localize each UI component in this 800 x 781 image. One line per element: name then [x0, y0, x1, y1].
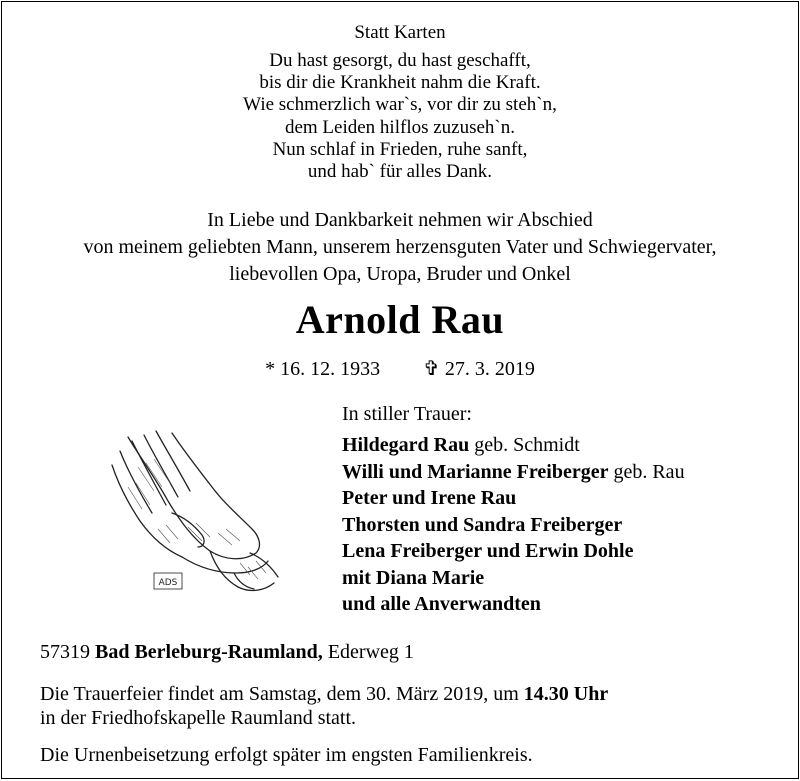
poem-line: Wie schmerzlich war`s, vor dir zu steh`n, — [243, 94, 557, 116]
mourner-row — [342, 591, 685, 618]
poem-line: Du hast gesorgt, du hast geschafft, — [269, 50, 531, 71]
mourner-row — [342, 512, 685, 539]
mourner-name: mit Diana Marie — [342, 566, 485, 589]
poem-line: Nun schlaf in Frieden, ruhe sanft, — [272, 138, 528, 160]
mourner-row — [342, 538, 685, 565]
urn-note: Die Urnenbeisetzung erfolgt später im engsten Familienkreis. — [40, 744, 533, 766]
intro-line: liebevollen Opa, Uropa, Bruder und Onkel — [229, 263, 571, 285]
header-text: Statt Karten — [354, 22, 446, 43]
mourners-lead: In stiller Trauer: — [342, 403, 472, 425]
service-line — [40, 682, 608, 706]
mourner-row — [342, 485, 685, 512]
mourner-note: geb. Rau — [608, 460, 685, 483]
poem-line: bis dir die Krankheit nahm die Kraft. — [259, 72, 541, 94]
poem-line: dem Leiden hilflos zuzuseh`n. — [284, 116, 516, 138]
poem-line: und hab` für alles Dank. — [307, 161, 493, 183]
mourner-name: Hildegard Rau — [342, 434, 470, 456]
service-time: 14.30 Uhr — [523, 683, 609, 705]
obituary-notice — [1, 1, 799, 779]
service-location: in der Friedhofskapelle Raumland statt. — [40, 707, 357, 729]
mourner-name: Lena Freiberger und Erwin Dohle — [342, 540, 634, 562]
place-name: Bad Berleburg-Raumland, — [95, 641, 323, 663]
mourner-name: Peter und Irene Rau — [342, 487, 517, 509]
poem — [2, 50, 798, 183]
death-date: 27. 3. 2019 — [444, 358, 535, 380]
mourner-row — [342, 432, 685, 459]
deceased-name: Arnold Rau — [295, 297, 505, 342]
artist-monogram: ADS — [158, 578, 178, 588]
address-line — [40, 640, 414, 664]
mourner-name: Thorsten und Sandra Freiberger — [342, 513, 623, 536]
service-info — [40, 682, 608, 730]
postcode: 57319 — [40, 641, 90, 663]
mourner-row — [342, 565, 685, 592]
praying-hands-icon — [98, 417, 288, 602]
mourner-note: geb. Schmidt — [469, 434, 580, 456]
intro-text — [2, 207, 798, 288]
birth-date: * 16. 12. 1933 — [265, 358, 381, 380]
mourner-row — [342, 459, 685, 486]
life-dates — [2, 357, 798, 381]
mourner-name: und alle Anverwandten — [342, 593, 541, 615]
intro-line: von meinem geliebten Mann, unserem herzensguten Vater und Schwiegervater, — [83, 236, 717, 258]
death-cross-icon: ✞ — [423, 358, 440, 380]
mourner-name: Willi und Marianne Freiberger — [342, 460, 609, 483]
intro-line: In Liebe und Dankbarkeit nehmen wir Abschied — [207, 209, 593, 231]
mourners-list — [342, 402, 685, 618]
service-date-text: Die Trauerfeier findet am Samstag, dem 30. März 2019, um — [40, 683, 519, 705]
street: Ederweg 1 — [327, 641, 414, 663]
